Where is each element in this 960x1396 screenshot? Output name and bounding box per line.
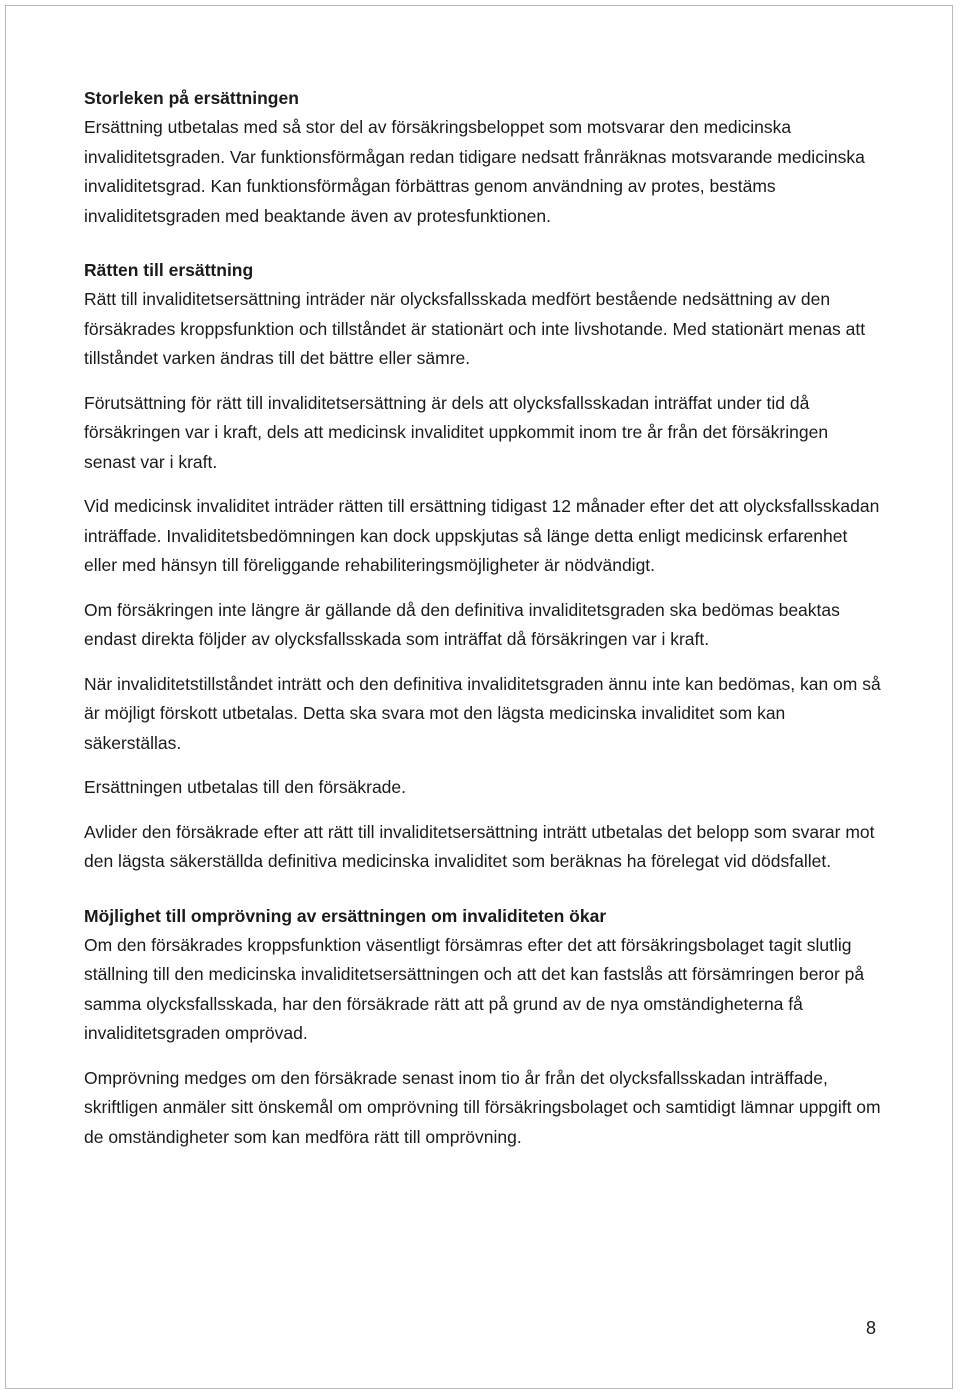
- paragraph: Förutsättning för rätt till invaliditetsersättning är dels att olycksfallsskadan inträffat under tid då försäkringen var i kraft, dels att medicinsk invaliditet uppkommit inom tre år från det försäkringen senast var i kraft.: [84, 392, 829, 472]
- section-heading: Möjlighet till omprövning av ersättningen om invaliditeten ökar: [84, 905, 607, 926]
- document-body: [84, 84, 884, 1167]
- paragraph: Omprövning medges om den försäkrade senast inom tio år från det olycksfallsskadan inträffade, skriftligen anmäler sitt önskemål om omprövning till försäkringsbolaget och samtidigt lämnar uppgift om de omständigheter som kan medföra rätt till omprövning.: [84, 1067, 881, 1147]
- paragraph: Ersättning utbetalas med så stor del av försäkringsbeloppet som motsvarar den medicinska invaliditetsgraden. Var funktionsförmågan redan tidigare nedsatt frånräknas motsvarande medicinska invaliditetsgrad. Kan funktionsförmågan förbättras genom användning av protes, bestäms invaliditetsgraden med beaktande även av protesfunktionen.: [84, 117, 865, 226]
- paragraph: Ersättningen utbetalas till den försäkrade.: [84, 777, 406, 797]
- paragraph: Vid medicinsk invaliditet inträder rätten till ersättning tidigast 12 månader efter det att olycksfallsskadan inträffade. Invaliditetsbedömningen kan dock uppskjutas så länge detta enligt medicinsk erfarenhet eller med hänsyn till föreliggande rehabiliteringsmöjligheter är nödvändigt.: [84, 496, 880, 575]
- section-size-of-compensation: [84, 84, 884, 231]
- section-heading: Storleken på ersättningen: [84, 88, 299, 108]
- section-reassessment: [84, 902, 884, 1153]
- section-heading: Rätten till ersättning: [84, 260, 254, 280]
- section-right-to-compensation: [84, 256, 884, 877]
- paragraph: När invaliditetstillståndet inträtt och den definitiva invaliditetsgraden ännu inte kan bedömas, kan om så är möjligt förskott utbetalas. Detta ska svara mot den lägsta medicinska invaliditet som kan säkerställas.: [84, 673, 881, 753]
- paragraph: Rätt till invaliditetsersättning inträder när olycksfallsskada medfört bestående nedsättning av den försäkrades kroppsfunktion och tillståndet är stationärt och inte livshotande. Med stationärt menas att tillståndet varken ändras till det bättre eller sämre.: [84, 289, 866, 368]
- page-number: 8: [865, 1318, 876, 1338]
- paragraph: Om försäkringen inte längre är gällande då den definitiva invaliditetsgraden ska bedömas beaktas endast direkta följder av olycksfallsskada som inträffat då försäkringen var i kraft.: [84, 599, 840, 649]
- paragraph: Avlider den försäkrade efter att rätt till invaliditetsersättning inträtt utbetalas det belopp som svarar mot den lägsta säkerställda definitiva medicinska invaliditet som beräknas ha förelegat vid dödsfallet.: [84, 821, 875, 871]
- paragraph: Om den försäkrades kroppsfunktion väsentligt försämras efter det att försäkringsbolaget tagit slutlig ställning till den medicinska invaliditetsersättningen och att det kan fastslås att försämringen beror på samma olycksfallsskada, har den försäkrade rätt att på grund av de nya omständigheterna få invaliditetsgraden omprövad.: [84, 934, 865, 1043]
